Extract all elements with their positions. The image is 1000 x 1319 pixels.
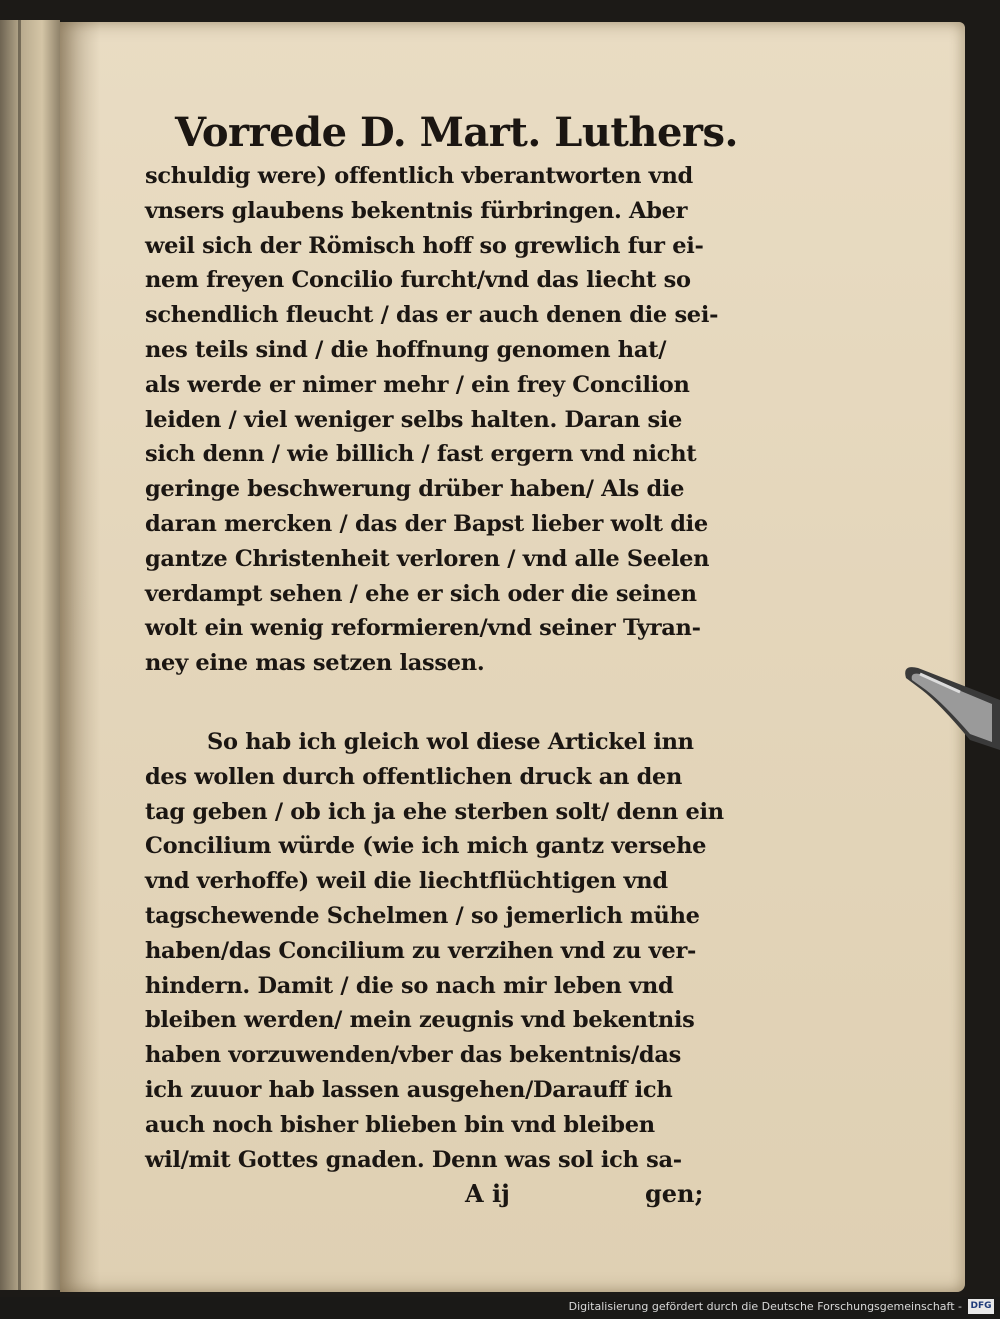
page-footer-line bbox=[145, 1179, 725, 1215]
text-line: sich denn / wie billich / fast ergern vnd nicht bbox=[145, 441, 697, 468]
text-line: vnd verhoffe) weil die liechtflüchtigen vnd bbox=[145, 868, 668, 895]
text-line: vnsers glaubens bekentnis fürbringen. Aber bbox=[145, 197, 688, 224]
text-line: daran mercken / das der Bapst lieber wolt die bbox=[145, 510, 708, 537]
paragraph-1 bbox=[145, 159, 725, 681]
signature-mark: A ij bbox=[465, 1179, 510, 1209]
text-line: auch noch bisher blieben bin vnd bleiben bbox=[145, 1111, 655, 1138]
text-line: bleiben werden/ mein zeugnis vnd bekentnis bbox=[145, 1007, 695, 1034]
text-line: haben/das Concilium zu verzihen vnd zu ver- bbox=[145, 937, 697, 964]
text-line: wolt ein wenig reformieren/vnd seiner Tyran- bbox=[145, 615, 701, 642]
text-line: tagschewende Schelmen / so jemerlich mühe bbox=[145, 902, 700, 929]
book-spine bbox=[0, 20, 60, 1290]
text-line: hindern. Damit / die so nach mir leben vnd bbox=[145, 972, 674, 999]
text-line: Concilium würde (wie ich mich gantz versehe bbox=[145, 833, 707, 860]
catchword: gen; bbox=[645, 1179, 704, 1209]
footer-bar bbox=[0, 1297, 1000, 1319]
funding-credit: Digitalisierung gefördert durch die Deutsche Forschungsgemeinschaft - bbox=[568, 1300, 962, 1313]
text-line: geringe beschwerung drüber haben/ Als die bbox=[145, 476, 685, 503]
paragraph-gap bbox=[145, 681, 725, 725]
text-line: ney eine mas setzen lassen. bbox=[145, 650, 485, 677]
dfg-logo: DFG bbox=[968, 1299, 994, 1314]
text-line: nem freyen Concilio furcht/vnd das liecht so bbox=[145, 267, 691, 294]
text-line: nes teils sind / die hoffnung genomen hat/ bbox=[145, 336, 667, 363]
text-line: schuldig were) offentlich vberantworten vnd bbox=[145, 163, 693, 189]
spine-edge bbox=[18, 20, 21, 1290]
text-block bbox=[145, 107, 738, 1215]
text-line: des wollen durch offentlichen druck an den bbox=[145, 763, 683, 790]
pointer-tool-icon bbox=[900, 660, 1000, 750]
page-heading: Vorrede D. Mart. Luthers. bbox=[175, 109, 738, 156]
text-line: wil/mit Gottes gnaden. Denn was sol ich sa- bbox=[145, 1146, 682, 1173]
book-page bbox=[60, 22, 965, 1292]
text-line: als werde er nimer mehr / ein frey Concilion bbox=[145, 371, 690, 398]
text-line: verdampt sehen / ehe er sich oder die seinen bbox=[145, 580, 697, 607]
text-line: So hab ich gleich wol diese Artickel inn bbox=[207, 728, 694, 755]
text-line: gantze Christenheit verloren / vnd alle Seelen bbox=[145, 545, 710, 572]
paragraph-2 bbox=[145, 725, 725, 1177]
text-line: haben vorzuwenden/vber das bekentnis/das bbox=[145, 1042, 682, 1069]
text-line: ich zuuor hab lassen ausgehen/Darauff ich bbox=[145, 1076, 673, 1103]
text-line: weil sich der Römisch hoff so grewlich fur ei- bbox=[145, 232, 704, 259]
text-line: schendlich fleucht / das er auch denen die sei- bbox=[145, 302, 719, 329]
text-line: tag geben / ob ich ja ehe sterben solt/ denn ein bbox=[145, 798, 724, 825]
text-line: leiden / viel weniger selbs halten. Daran sie bbox=[145, 406, 683, 433]
